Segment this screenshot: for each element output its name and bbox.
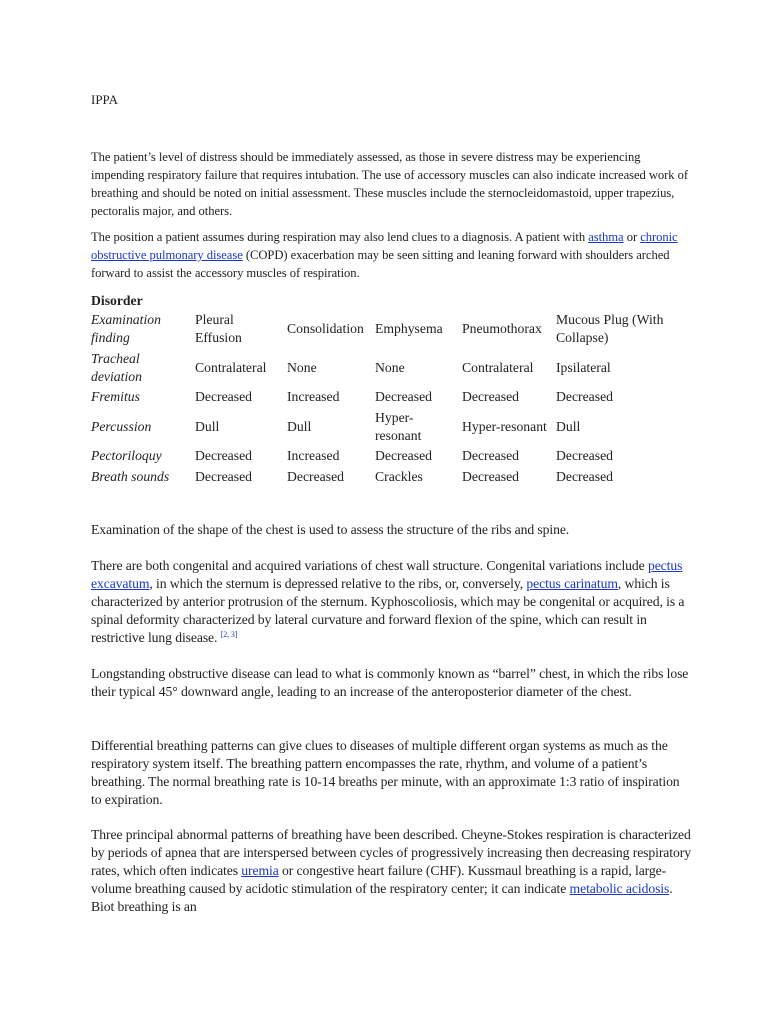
table-cell: Decreased	[375, 389, 432, 405]
text-run: , in which the sternum is depressed relative to the ribs, or, conversely,	[149, 575, 527, 591]
table-cell: Decreased	[195, 469, 252, 485]
text-run: or congestive heart failure (CHF). Kussmaul breathing is a rapid, large-volume breathing caused by acidotic stimulation of the respiratory center; it can indicate	[91, 862, 667, 896]
table-row	[88, 447, 679, 466]
ippa-table	[88, 292, 679, 489]
table-cell: None	[375, 359, 405, 375]
paragraph-breathing-patterns: Differential breathing patterns can give clues to diseases of multiple different organ systems as much as the respiratory system itself. The breathing pattern encompasses the rate, rhythm, and volume of a patient’s breathing. The normal breathing rate is 10-14 breaths per minute, with an approximate 1:3 ratio of inspiration to expiration.	[91, 738, 680, 807]
link-metabolic-acidosis[interactable]: metabolic acidosis	[569, 880, 670, 896]
table-row	[88, 466, 679, 489]
paragraph-position	[91, 229, 691, 283]
table-header-cell: Pneumothorax	[462, 320, 542, 336]
table-cell: Dull	[287, 418, 312, 434]
table-cell: Dull	[556, 418, 581, 434]
link-uremia[interactable]: uremia	[241, 862, 279, 878]
paragraph-barrel-chest: Longstanding obstructive disease can lead to what is commonly known as “barrel” chest, in which the ribs lose their typical 45° downward angle, leading to an increase of the anteroposterior diameter of the chest.	[91, 666, 689, 699]
text-run: , which is characterized by anterior protrusion of the sternum. Kyphoscoliosis, which may be congenital or acquired, is a spinal deformity characterized by lateral curvature and forward flexion of the spine, which can result in restrictive lung disease.	[91, 575, 685, 645]
document-title: IPPA	[91, 92, 118, 107]
table-cell: Increased	[287, 448, 340, 464]
table-cell: Decreased	[195, 448, 252, 464]
table-row	[88, 407, 679, 447]
table-caption: Disorder	[91, 293, 143, 308]
text-run: or	[623, 230, 641, 244]
table-cell: Dull	[195, 418, 220, 434]
table-header-row	[88, 310, 679, 348]
table-cell: Increased	[287, 389, 340, 405]
table-row-label: Breath sounds	[91, 469, 170, 485]
table-cell: Crackles	[375, 469, 423, 485]
table-cell: Contralateral	[462, 359, 534, 375]
table-header-cell: Examination finding	[91, 312, 161, 345]
text-run: The position a patient assumes during respiration may also lend clues to a diagnosis. A patient with	[91, 230, 589, 244]
link-pectus-excavatum[interactable]: pectus excavatum	[91, 558, 683, 591]
text-run: . Biot breathing is an	[91, 880, 673, 914]
link-pectus-carinatum[interactable]: pectus carinatum	[526, 575, 618, 591]
reference-link[interactable]: [2, 3]	[220, 629, 238, 639]
table-cell: Hyper-resonant	[462, 418, 547, 434]
table-row-label: Pectoriloquy	[91, 448, 162, 464]
table-cell: Decreased	[556, 389, 613, 405]
table-cell: Decreased	[287, 469, 344, 485]
paragraph-chest-variations	[91, 557, 691, 647]
table-header-cell: Consolidation	[287, 320, 364, 336]
paragraph-abnormal-patterns	[91, 826, 691, 916]
table-cell: Decreased	[556, 448, 613, 464]
table-cell: Contralateral	[195, 359, 267, 375]
table-row-label: Tracheal deviation	[91, 351, 142, 384]
table-header-cell: Emphysema	[375, 320, 443, 336]
table-cell: Hyper-resonant	[375, 410, 422, 443]
text-run: Three principal abnormal patterns of breathing have been described. Cheyne-Stokes respiration is characterized by periods of apnea that are interspersed between cycles of progressively increasing then decreasing respiratory rates, which often indicates	[91, 827, 691, 878]
table-cell: Decreased	[195, 389, 252, 405]
table-cell: Decreased	[462, 469, 519, 485]
table-caption-row	[88, 292, 679, 310]
table-cell: Decreased	[462, 448, 519, 464]
text-run: (COPD) exacerbation may be seen sitting and leaning forward with shoulders arched forward to assist the accessory muscles of respiration.	[91, 247, 670, 280]
table-row	[88, 388, 679, 407]
link-asthma[interactable]: asthma	[588, 230, 624, 244]
table-row-label: Percussion	[91, 418, 152, 434]
table-row-label: Fremitus	[91, 389, 140, 405]
paragraph-chest-shape: Examination of the shape of the chest is used to assess the structure of the ribs and spine.	[91, 522, 570, 537]
table-row	[88, 348, 679, 388]
table-cell: Decreased	[556, 469, 613, 485]
table-cell: Ipsilateral	[556, 359, 611, 375]
table-header-cell: Mucous Plug (With Collapse)	[556, 312, 664, 345]
table-cell: Decreased	[462, 389, 519, 405]
table-header-cell: Pleural Effusion	[195, 312, 242, 345]
paragraph-distress: The patient’s level of distress should be immediately assessed, as those in severe distress may be experiencing impending respiratory failure that requires intubation. The use of accessory muscles can also indicate increased work of breathing and should be noted on initial assessment. These muscles include the sternocleidomastoid, upper trapezius, pectoralis major, and others.	[91, 150, 689, 218]
table-cell: Decreased	[375, 448, 432, 464]
table-cell: None	[287, 359, 317, 375]
link-copd[interactable]: chronic obstructive pulmonary disease	[91, 230, 678, 262]
text-run: There are both congenital and acquired variations of chest wall structure. Congenital variations include	[91, 558, 648, 573]
